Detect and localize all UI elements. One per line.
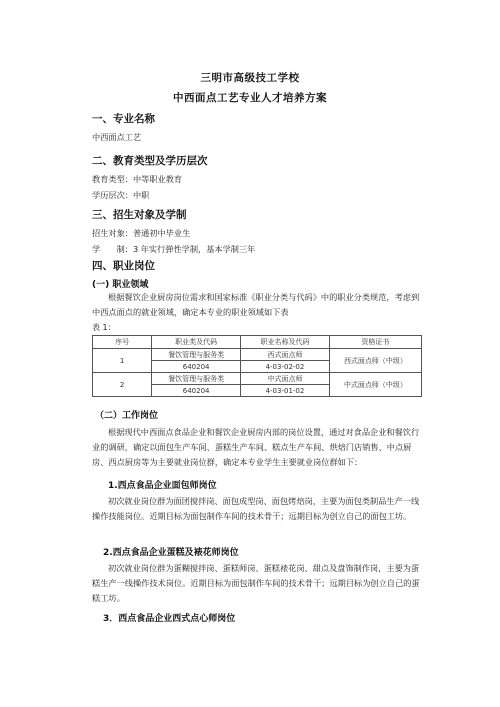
row-number: 1 <box>93 349 152 373</box>
subsection-career-field: (一) 职业领域 <box>92 280 149 290</box>
work-positions-paragraph: 根据现代中西面点食品企业和餐饮企业厨房内部的岗位设置，通过对食品企业和餐饮行业的调研，确定以面包生产车间、蛋糕生产车间、糕点生产车间、烘焙门店销售、中点厨房、西点厨房等为主要就业岗位群，确定本专业学生主要就业岗位群如下： <box>92 427 420 467</box>
table-row <box>93 373 422 385</box>
subsection-work-positions: （二）工作岗位 <box>95 411 159 421</box>
row-job-code: 4-03-02-02 <box>241 361 330 373</box>
section-3-heading: 三、招生对象及学制 <box>92 209 187 221</box>
row-class-code: 640204 <box>152 361 241 373</box>
row-job-name: 西式面点师 <box>241 349 330 361</box>
career-table <box>92 335 422 397</box>
row-class-name: 餐饮管理与服务类 <box>152 349 241 361</box>
section-2-heading: 二、教育类型及学历层次 <box>92 155 208 167</box>
education-type: 教育类型：中等职业教育 <box>92 174 183 184</box>
row-class-code: 640204 <box>152 385 241 397</box>
table-caption: 表 1： <box>92 323 116 332</box>
row-job-code: 4-03-01-02 <box>241 385 330 397</box>
document-title: 中西面点工艺专业人才培养方案 <box>173 92 327 104</box>
job-2-paragraph: 初次就业岗位群为蛋糊搅拌岗、蛋糕师岗、蛋糕裱花岗、甜点及盘饰制作岗，主要为蛋糕生产一线操作技术岗位。近期目标为面包制作车间的技术骨干；远期目标为创立自己的蛋糕工坊。 <box>92 563 420 603</box>
header-cert: 资格证书 <box>329 336 421 349</box>
section-4-heading: 四、职业岗位 <box>92 260 155 272</box>
row-class-name: 餐饮管理与服务类 <box>152 373 241 385</box>
row-cert: 中式面点师（中级） <box>329 373 421 397</box>
section-1-heading: 一、专业名称 <box>92 113 155 125</box>
row-cert: 西式面点师（中级） <box>329 349 421 373</box>
job-1-paragraph: 初次就业岗位群为面团搅拌岗、面包成型岗、面包烤焙岗，主要为面包类制品生产一线操作技能岗位。近期目标为面包制作车间的技术骨干；远期目标为创立自己的面包工坊。 <box>92 496 420 521</box>
career-field-paragraph: 根据餐饮企业厨房岗位需求和国家标准《职业分类与代码》中的职业分类规范，考虑到中西点面点的就业领域，确定本专业的职业领域如下表 <box>92 292 420 317</box>
education-level: 学历层次：中职 <box>92 190 150 200</box>
table-header-row <box>93 336 422 349</box>
job-3-heading: 3．西点食品企业西式点心师岗位 <box>103 614 236 624</box>
enrollment-target: 招生对象：普通初中毕业生 <box>92 228 191 238</box>
row-number: 2 <box>93 373 152 397</box>
header-job: 职业名称及代码 <box>241 336 330 349</box>
major-name: 中西面点工艺 <box>92 132 142 142</box>
school-name: 三明市高级技工学校 <box>200 72 300 84</box>
row-job-name: 中式面点师 <box>241 373 330 385</box>
header-number: 序号 <box>93 336 152 349</box>
table-row <box>93 349 422 361</box>
header-class: 职业类及代码 <box>152 336 241 349</box>
job-1-heading: 1.西点食品企业面包师岗位 <box>108 481 217 491</box>
schooling-system: 学 制：3 年实行弹性学制，基本学制三年 <box>92 244 256 254</box>
job-2-heading: 2.西点食品企业蛋糕及裱花师岗位 <box>103 548 239 558</box>
